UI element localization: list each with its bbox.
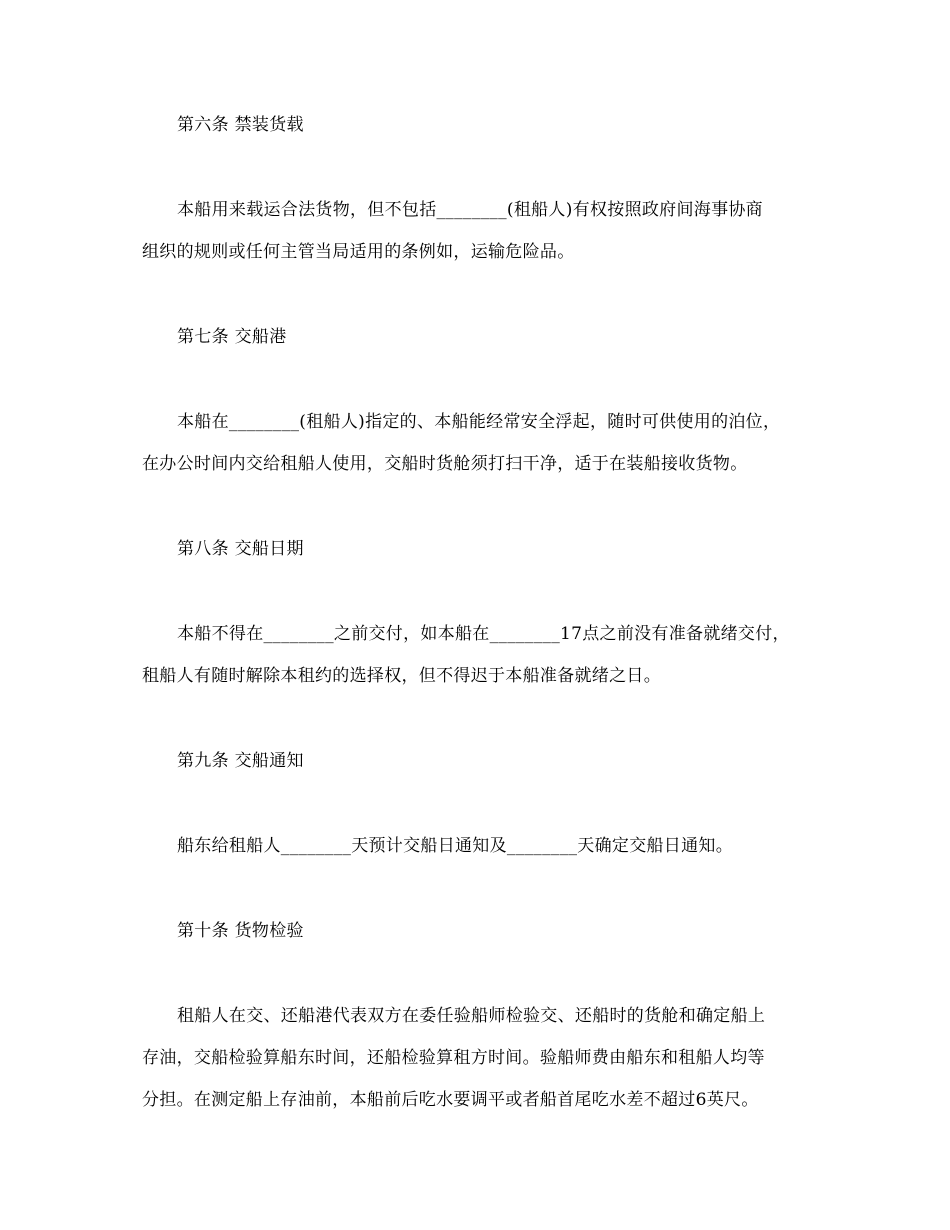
article-10-heading: 第十条 货物检验	[177, 921, 304, 941]
article-6-heading: 第六条 禁装货载	[177, 115, 304, 135]
article-7-text-line-1: 本船在________(租船人)指定的、本船能经常安全浮起，随时可供使用的泊位，	[177, 412, 781, 432]
article-6-text-line-1: 本船用来载运合法货物，但不包括________(租船人)有权按照政府间海事协商	[177, 200, 763, 220]
article-9-text-line-1: 船东给租船人________天预计交船日通知及________天确定交船日通知。	[177, 836, 733, 856]
article-9-heading: 第九条 交船通知	[177, 751, 304, 771]
article-7-text-line-2: 在办公时间内交给租船人使用，交船时货舱须打扫干净，适于在装船接收货物。	[142, 454, 748, 474]
article-7-heading: 第七条 交船港	[177, 327, 287, 347]
article-6-text-line-2: 组织的规则或任何主管当局适用的条例如，运输危险品。	[142, 242, 575, 262]
article-10-text-line-3: 分担。在测定船上存油前，本船前后吃水要调平或者船首尾吃水差不超过6英尺。	[142, 1090, 759, 1110]
article-8-text-line-1: 本船不得在________之前交付，如本船在________17点之前没有准备就绪交付，	[177, 624, 790, 644]
article-8-text-line-2: 租船人有随时解除本租约的选择权，但不得迟于本船准备就绪之日。	[142, 666, 661, 686]
article-10-text-line-2: 存油，交船检验算船东时间，还船检验算租方时间。验船师费由船东和租船人均等	[142, 1048, 765, 1068]
article-8-heading: 第八条 交船日期	[177, 539, 304, 559]
article-10-text-line-1: 租船人在交、还船港代表双方在委任验船师检验交、还船时的货舱和确定船上	[177, 1006, 766, 1026]
